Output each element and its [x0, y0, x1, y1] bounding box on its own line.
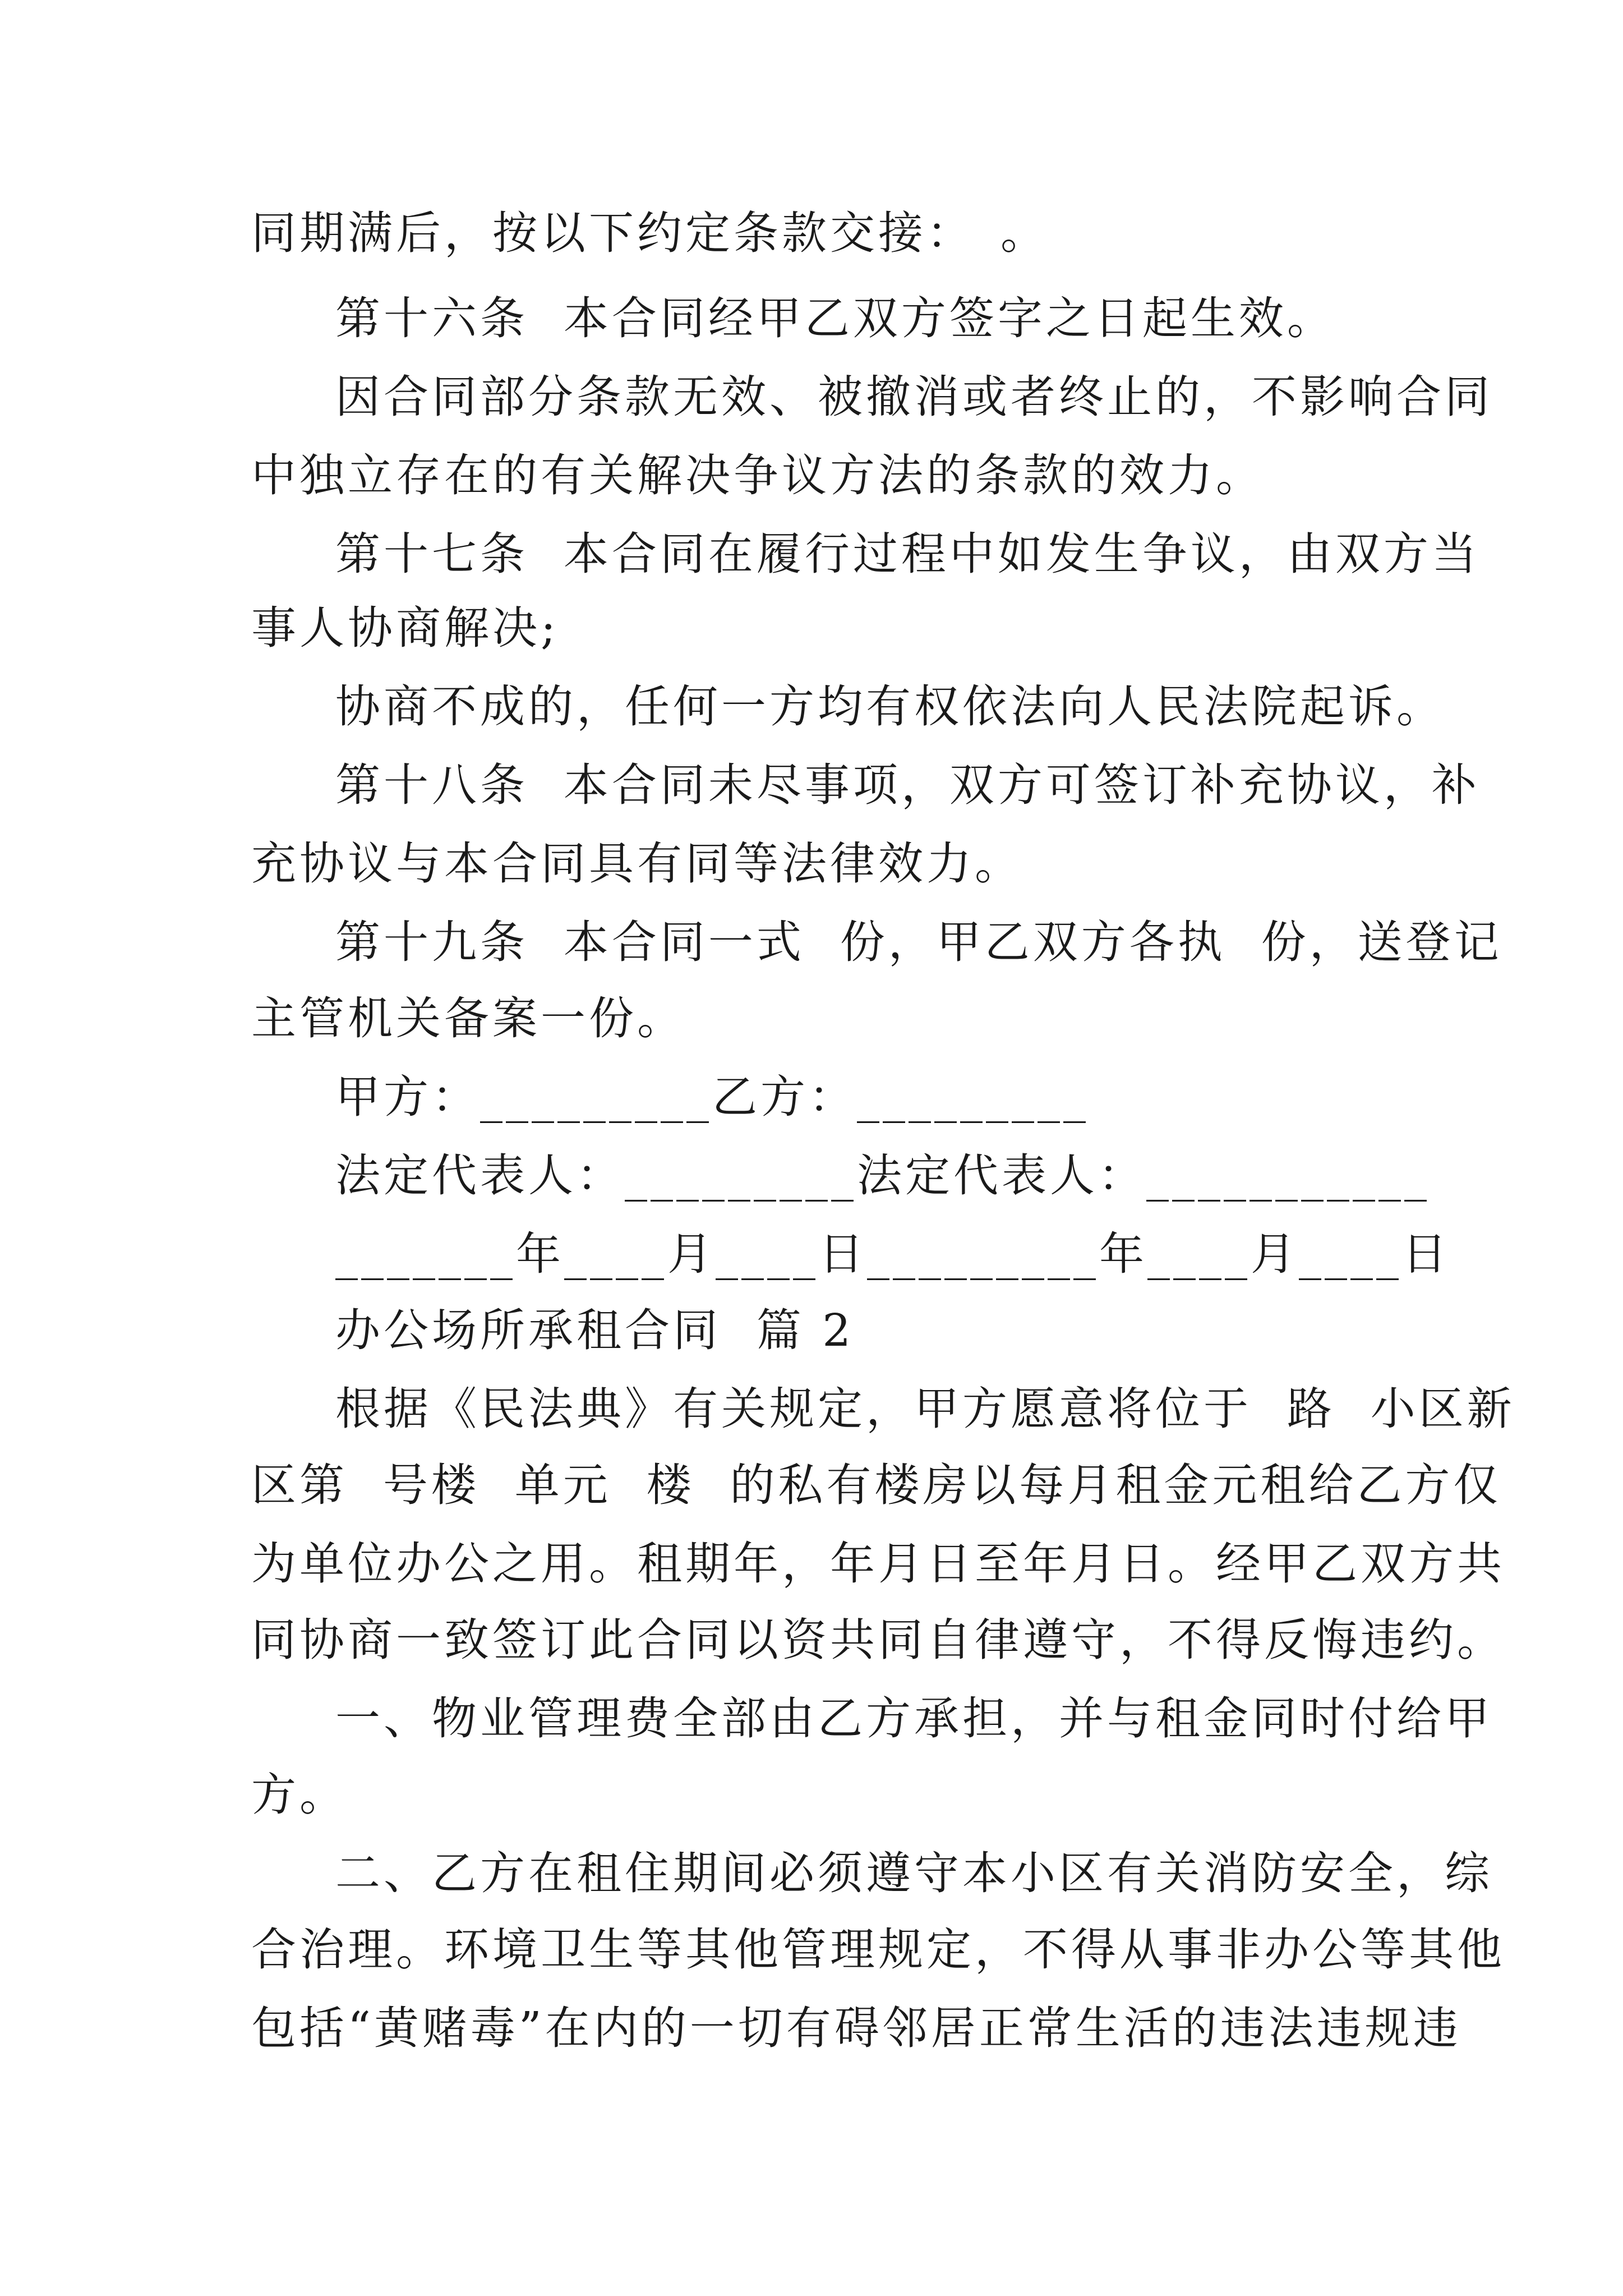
text-line: 第十九条 本合同一式 份，甲乙双方各执 份，送登记: [335, 916, 1502, 968]
text-line: 方。: [251, 1769, 348, 1821]
text-line: 同协商一致签订此合同以资共同自律遵守，不得反悔违约。: [251, 1614, 1505, 1666]
text-line: 为单位办公之用。租期年，年月日至年月日。经甲乙双方共: [251, 1538, 1505, 1590]
signature-line-party: 甲方：_________乙方：_________: [335, 1071, 1089, 1123]
text-line: 充协议与本合同具有同等法律效力。: [251, 838, 1023, 890]
text-line: 区第 号楼 单元 楼 的私有楼房以每月租金元租给乙方仅: [251, 1459, 1502, 1511]
text-line: 合治理。环境卫生等其他管理规定，不得从事非办公等其他: [251, 1924, 1505, 1976]
text-line: 因合同部分条款无效、被撤消或者终止的，不影响合同: [335, 371, 1493, 423]
text-line: 第十八条 本合同未尽事项，双方可签订补充协议，补: [335, 759, 1480, 811]
text-line: 根据《民法典》有关规定，甲方愿意将位于 路 小区新: [335, 1383, 1515, 1435]
section-heading: 办公场所承租合同 篇 2: [335, 1304, 855, 1356]
text-line: 一、物业管理费全部由乙方承担，并与租金同时付给甲: [335, 1692, 1493, 1745]
signature-line-representative: 法定代表人：_________法定代表人：___________: [335, 1149, 1430, 1202]
text-line: 主管机关备案一份。: [251, 992, 685, 1045]
text-line: 第十六条 本合同经甲乙双方签字之日起生效。: [335, 292, 1335, 344]
text-line: 同期满后，按以下约定条款交接： 。: [251, 207, 1049, 259]
text-line: 二、乙方在租住期间必须遵守本小区有关消防安全，综: [335, 1847, 1493, 1899]
text-line: 第十七条 本合同在履行过程中如发生争议，由双方当: [335, 528, 1480, 580]
signature-line-date: _______年____月____日_________年____月____日: [335, 1228, 1450, 1280]
text-line: 事人协商解决;: [251, 602, 559, 654]
text-line: 中独立存在的有关解决争议方法的条款的效力。: [251, 449, 1264, 501]
text-line: 包括“黄赌毒”在内的一切有碍邻居正常生活的违法违规违: [251, 2002, 1461, 2054]
text-line: 协商不成的，任何一方均有权依法向人民法院起诉。: [335, 680, 1445, 733]
